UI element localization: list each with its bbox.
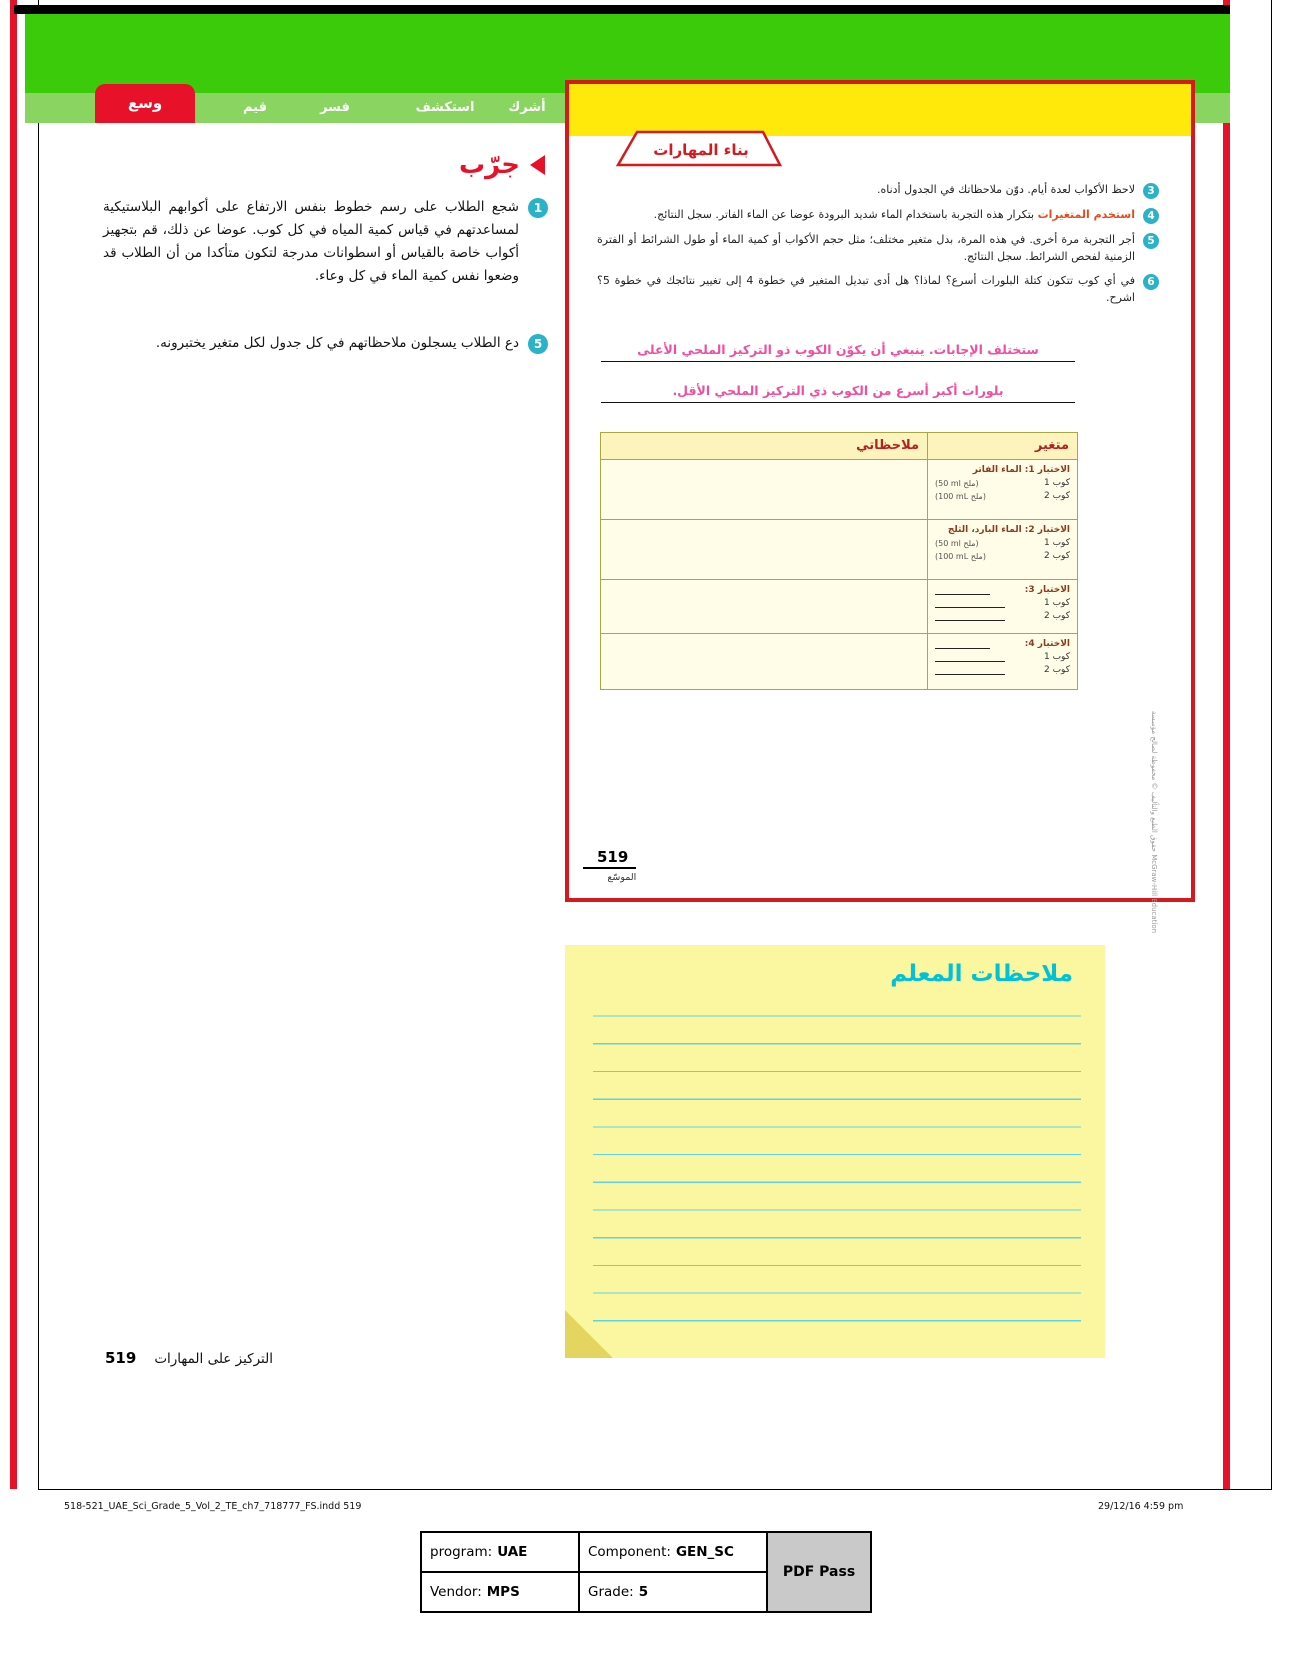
banner-title: بناء المهارات xyxy=(653,141,749,159)
footer-section-label: التركيز على المهارات xyxy=(154,1351,273,1367)
step-text: دع الطلاب يسجلون ملاحظاتهم في كل جدول لكل متغير يختبرونه. xyxy=(155,335,519,351)
print-datetime: 29/12/16 4:59 pm xyxy=(1098,1501,1184,1512)
cup-label: كوب 2 xyxy=(1043,551,1070,561)
tab-explore: استكشف xyxy=(415,100,475,115)
table-notes-cell xyxy=(601,459,927,519)
step-number-badge: 1 xyxy=(528,198,548,218)
component-label: Component: xyxy=(588,1544,671,1560)
step-number-badge: 4 xyxy=(1143,208,1159,224)
table-header-notes: ملاحظاتي xyxy=(601,433,927,459)
box-page-label: الموسّع xyxy=(607,872,637,883)
step-text: في أي كوب تتكون كتلة البلورات أسرع؟ لماذا؟ هل أدى تبديل المتغير في خطوة 4 إلى تغيير نتائجك في خطوة 5؟ اشرح. xyxy=(597,274,1135,304)
skill-step-5 xyxy=(597,232,1159,265)
footer-page-number: 519 xyxy=(105,1349,137,1367)
page-footer xyxy=(105,1349,273,1367)
step-number-badge: 3 xyxy=(1143,183,1159,199)
cup-label: كوب 2 xyxy=(1043,611,1070,621)
step-text xyxy=(654,207,1135,224)
vendor-label: Vendor: xyxy=(430,1584,482,1600)
skill-step-4 xyxy=(597,207,1159,224)
vendor-cell xyxy=(421,1572,579,1612)
observation-table xyxy=(600,432,1078,690)
grade-cell xyxy=(579,1572,767,1612)
print-filename: 518-521_UAE_Sci_Grade_5_Vol_2_TE_ch7_718777_FS.indd 519 xyxy=(64,1501,362,1512)
cup-label: كوب 2 xyxy=(1043,491,1070,501)
crop-line-bottom xyxy=(38,1489,1272,1490)
component-cell xyxy=(579,1532,767,1572)
tab-extend-active: وسع xyxy=(95,84,195,123)
program-label: program: xyxy=(430,1544,493,1560)
right-red-bar xyxy=(1223,0,1230,1489)
cup-label: كوب 1 xyxy=(1043,652,1070,662)
tab-explain: فسر xyxy=(320,100,350,115)
section-arrow-icon xyxy=(530,155,545,175)
table-variable-cell xyxy=(927,633,1077,689)
left-red-bar xyxy=(10,0,17,1489)
cup-label: كوب 2 xyxy=(1043,665,1070,675)
ruled-lines xyxy=(593,989,1081,1344)
blank-line xyxy=(935,601,1005,608)
grade-label: Grade: xyxy=(588,1584,634,1600)
skill-builder-box xyxy=(565,80,1195,934)
amount-label: (50 ml ملح) xyxy=(935,539,979,548)
box-page-number: 519 xyxy=(583,848,636,869)
test-title: الاختبار 1: الماء الفاتر xyxy=(972,465,1070,475)
pdf-pass-cell: PDF Pass xyxy=(767,1532,871,1612)
table-notes-cell xyxy=(601,519,927,579)
test-title: الاختبار 2: الماء البارد، الثلج xyxy=(947,525,1070,535)
tab-engage: أشرك xyxy=(508,100,546,115)
table-notes-cell xyxy=(601,579,927,633)
skill-builder-banner xyxy=(615,128,795,168)
blank-line xyxy=(935,642,990,649)
teacher-notes-pad xyxy=(565,945,1105,1358)
copyright-vertical-text: حقوق الطبع والتأليف © محفوظة لصالح مؤسسة McGraw-Hill Education xyxy=(1150,710,1158,934)
step-text: لاحظ الأكواب لعدة أيام. دوّن ملاحظاتك في الجدول أدناه. xyxy=(876,183,1135,196)
step-text: شجع الطلاب على رسم خطوط بنفس الارتفاع على أكوابهم البلاستيكية لمساعدتهم في قياس كمية المياه في كل كوب. عوضا عن ذلك، قم بتجهيز أكواب خاصة بالقياس أو اسطوانات مدرجة لتكون متأكدا من أن الطلاب قد وضعوا نفس كمية الماء في كل وعاء. xyxy=(103,199,519,284)
table-notes-cell xyxy=(601,633,927,689)
step-number-badge: 5 xyxy=(1143,233,1159,249)
step-lead: استخدم المتغيرات xyxy=(1037,208,1135,221)
answer-line-1: ستختلف الإجابات. ينبغي أن يكوّن الكوب ذو التركيز الملحي الأعلى xyxy=(601,342,1075,362)
cup-label: كوب 1 xyxy=(1043,478,1070,488)
tab-evaluate: قيم xyxy=(242,100,267,115)
tryout-step-1 xyxy=(103,196,548,288)
amount-label: (50 ml ملح) xyxy=(935,479,979,488)
crop-line-right xyxy=(1271,0,1272,1490)
cup-label: كوب 1 xyxy=(1043,598,1070,608)
step-number-badge: 6 xyxy=(1143,274,1159,290)
tryout-heading xyxy=(340,150,545,180)
test-title: الاختبار 3: xyxy=(1024,585,1070,595)
blank-line xyxy=(935,668,1005,675)
blank-line xyxy=(935,614,1005,621)
answer-line-2: بلورات أكبر أسرع من الكوب ذي التركيز الملحي الأقل. xyxy=(601,383,1075,403)
amount-label: (100 mL ملح) xyxy=(935,492,986,501)
blank-line xyxy=(935,588,990,595)
box-page-number-block xyxy=(583,847,636,883)
tryout-step-5 xyxy=(103,332,548,355)
table-variable-cell xyxy=(927,579,1077,633)
step-text: أجر التجربة مرة أخرى. في هذه المرة، بدل متغير مختلف؛ مثل حجم الأكواب أو كمية الماء أو طول الشرائط أو الفترة الزمنية لفحص الشرائط. سجل النتائج. xyxy=(597,233,1135,263)
skill-steps xyxy=(597,182,1159,314)
cup-label: كوب 1 xyxy=(1043,538,1070,548)
skill-step-6 xyxy=(597,273,1159,306)
table-variable-cell xyxy=(927,519,1077,579)
teacher-notes-title: ملاحظات المعلم xyxy=(890,961,1073,987)
grade-value: 5 xyxy=(638,1584,649,1600)
table-variable-cell xyxy=(927,459,1077,519)
production-meta-table xyxy=(420,1531,872,1613)
tryout-title: جرّب xyxy=(458,150,520,180)
program-cell xyxy=(421,1532,579,1572)
component-value: GEN_SC xyxy=(675,1544,734,1560)
crop-line-left xyxy=(38,0,39,1490)
blank-line xyxy=(935,655,1005,662)
test-title: الاختبار 4: xyxy=(1024,639,1070,649)
top-black-bar xyxy=(14,5,1230,14)
step-number-badge: 5 xyxy=(528,334,548,354)
program-value: UAE xyxy=(497,1544,528,1560)
step-body: بتكرار هذه التجربة باستخدام الماء شديد البرودة عوضا عن الماء الفاتر. سجل النتائج. xyxy=(653,208,1038,221)
table-header-variable: متغير xyxy=(927,433,1077,459)
amount-label: (100 mL ملح) xyxy=(935,552,986,561)
skill-step-3 xyxy=(597,182,1159,199)
vendor-value: MPS xyxy=(486,1584,520,1600)
